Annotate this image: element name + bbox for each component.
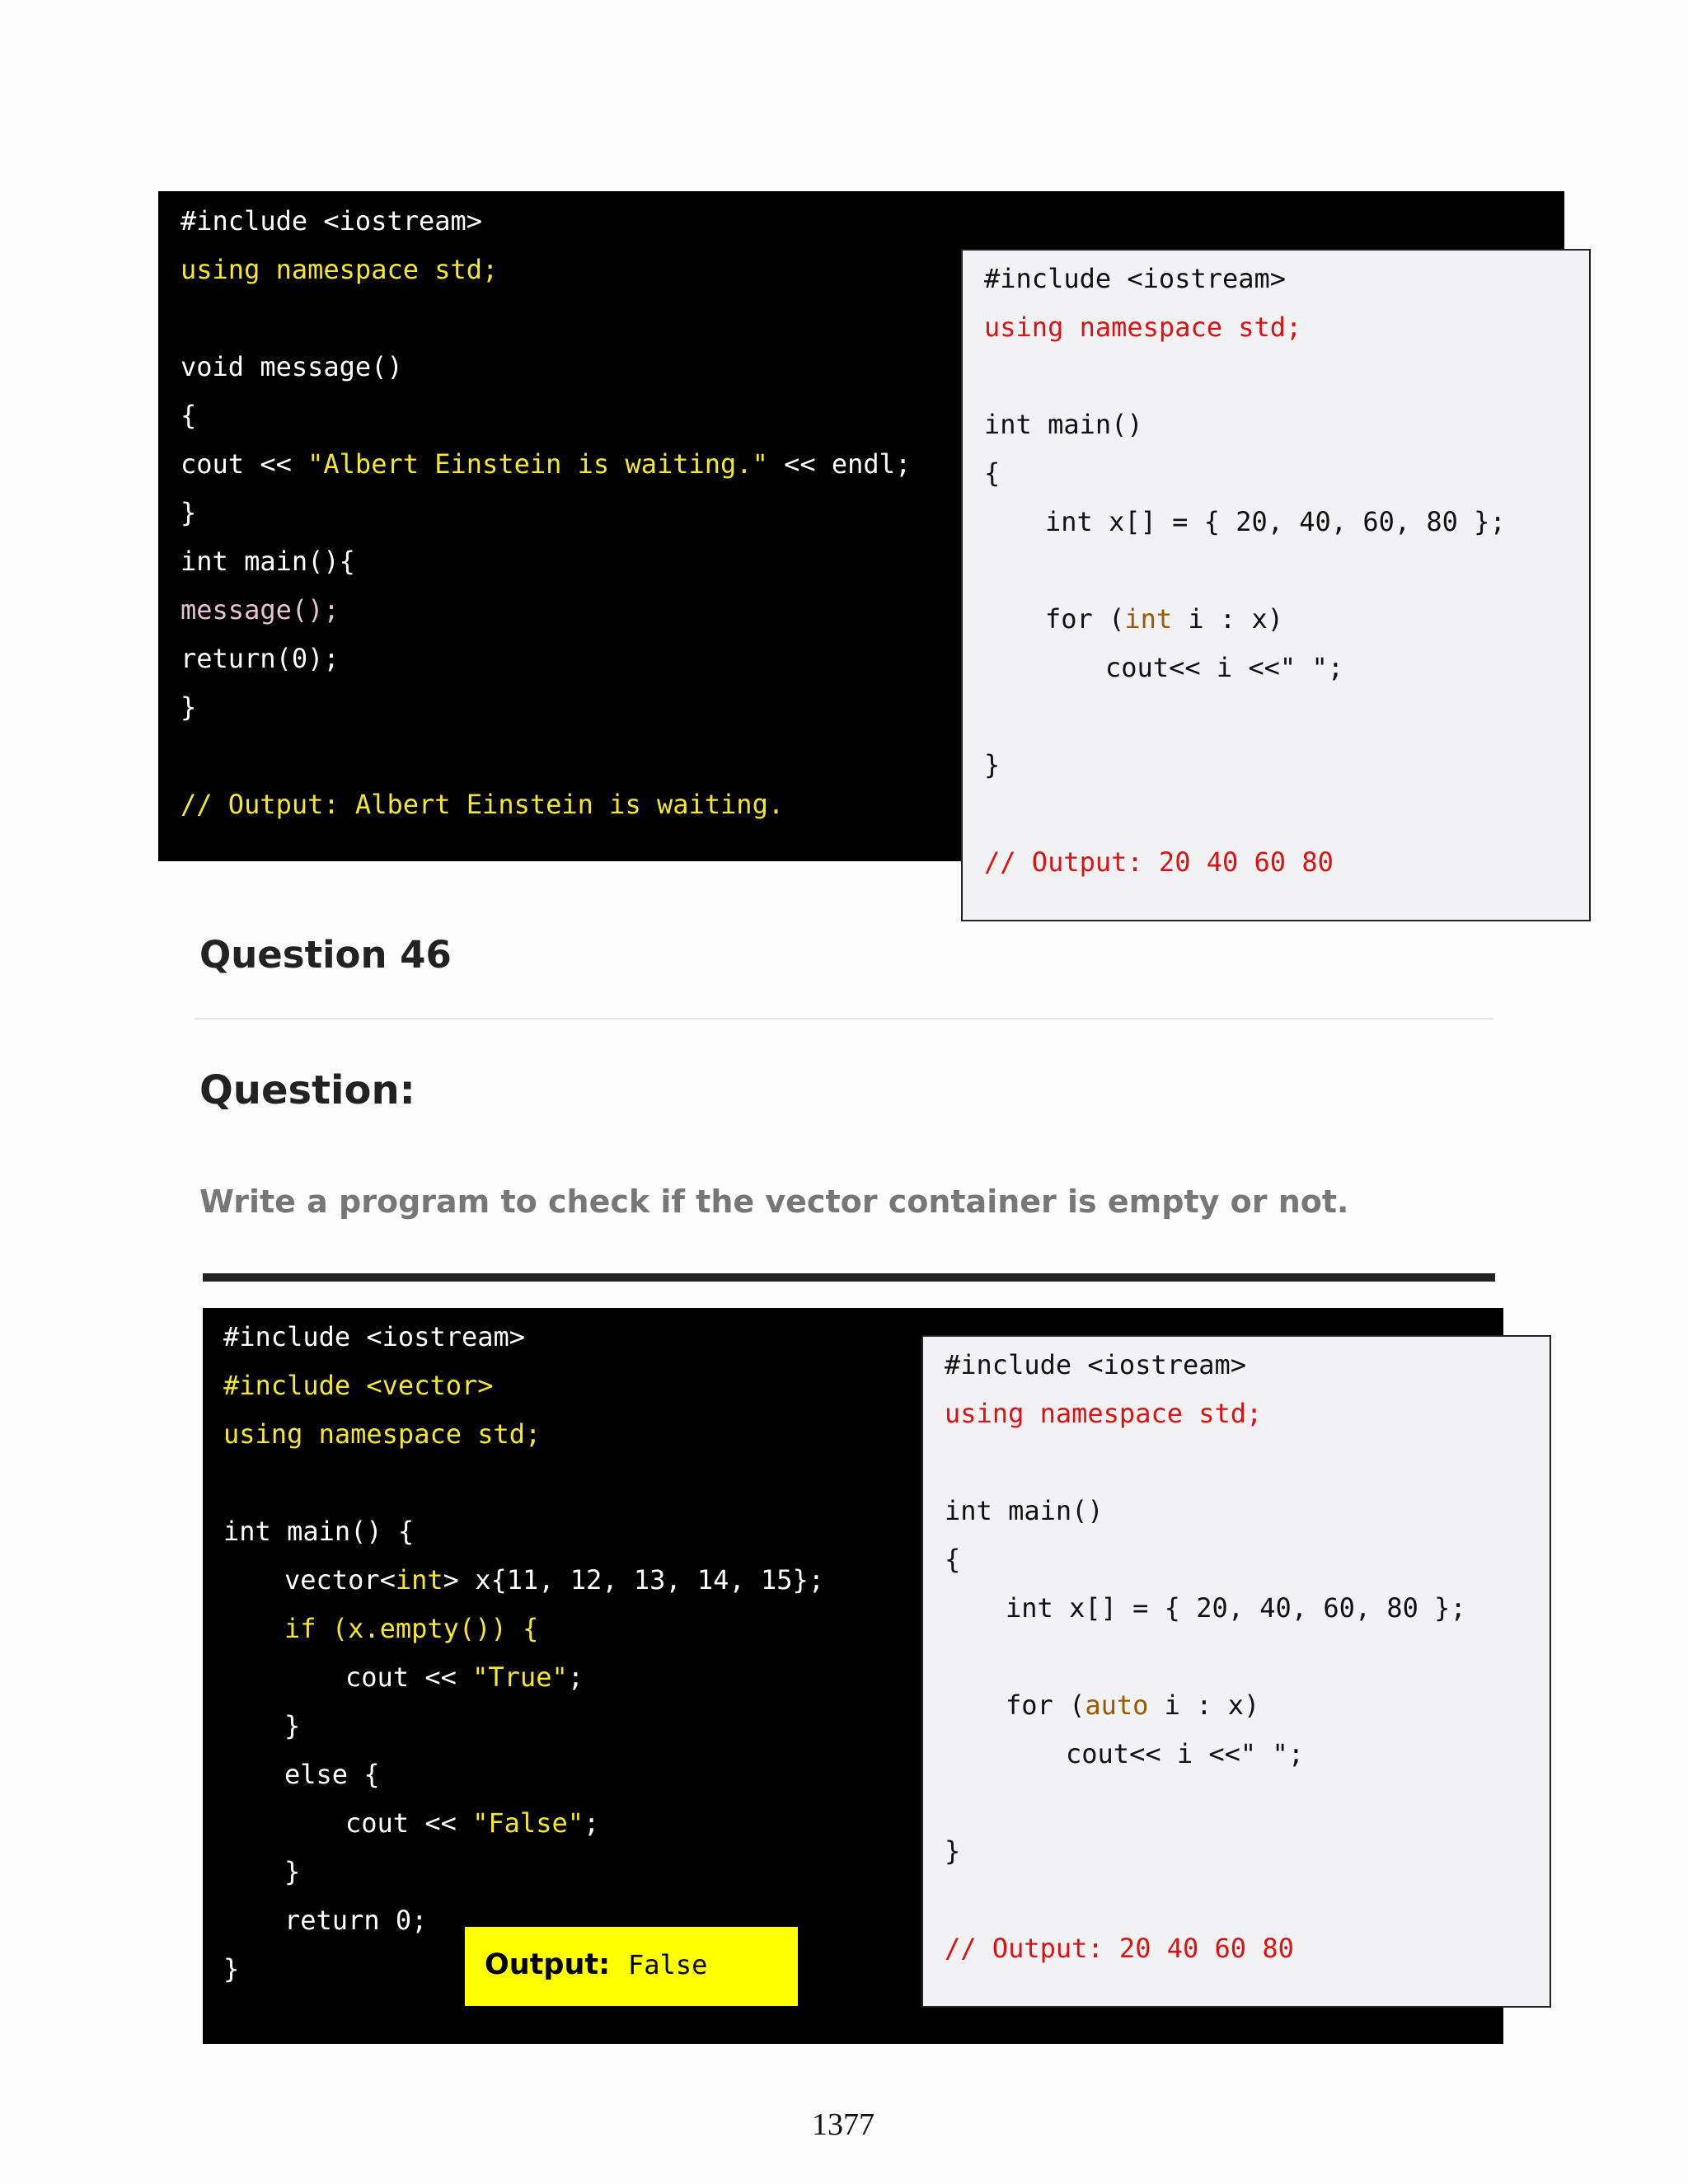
code-token: > x{11, 12, 13, 14, 15};: [443, 1564, 825, 1596]
code-token: ;: [583, 1807, 600, 1839]
divider-thick: [203, 1273, 1495, 1282]
code-line: [345, 1807, 599, 1840]
code-line: int main(): [945, 1495, 1104, 1526]
code-string: "Albert Einstein is waiting.": [307, 448, 768, 480]
output-comment: // Output: 20 40 60 80: [984, 846, 1334, 878]
code-line: #include <iostream>: [223, 1321, 526, 1352]
code-line: using namespace std;: [984, 312, 1302, 343]
code-token: i : x): [1148, 1690, 1260, 1721]
code-line: [1006, 1689, 1259, 1722]
page-number: 1377: [812, 2107, 874, 2142]
code-line: [181, 448, 911, 480]
output-comment: // Output: 20 40 60 80: [945, 1933, 1294, 1964]
code-line: }: [223, 1953, 240, 1985]
question-label: Question:: [199, 1067, 415, 1113]
code-line: using namespace std;: [181, 254, 499, 285]
code-line: }: [284, 1710, 301, 1741]
code-token: cout <<: [345, 1807, 473, 1839]
top-code-block-light: [961, 249, 1591, 921]
code-line: #include <iostream>: [181, 205, 483, 237]
code-type: auto: [1085, 1690, 1149, 1721]
code-line: return 0;: [284, 1905, 428, 1936]
code-token: cout <<: [345, 1661, 473, 1693]
code-line: }: [284, 1856, 301, 1887]
code-token: for (: [1045, 603, 1125, 635]
code-line: cout<< i <<" ";: [1066, 1738, 1304, 1769]
code-line: void message(): [181, 351, 403, 382]
question-text: Write a program to check if the vector container is empty or not.: [199, 1183, 1349, 1220]
code-token: ;: [567, 1661, 584, 1693]
code-line: }: [984, 749, 1001, 780]
code-line: else {: [284, 1759, 380, 1790]
code-string: "False": [472, 1807, 584, 1839]
code-line: {: [181, 400, 197, 431]
output-box: [465, 1927, 798, 2006]
output-comment: // Output: Albert Einstein is waiting.: [181, 789, 785, 820]
bottom-code-block-light: [921, 1335, 1551, 2008]
code-type: int: [1124, 603, 1173, 635]
code-type: int: [395, 1564, 443, 1596]
code-line: }: [945, 1835, 961, 1867]
code-line: #include <iostream>: [945, 1349, 1247, 1380]
code-line: int main() {: [223, 1516, 415, 1547]
code-token: vector<: [284, 1564, 396, 1596]
code-token: << endl;: [767, 448, 912, 480]
code-line: [345, 1661, 584, 1694]
question-number-heading: Question 46: [199, 933, 452, 977]
code-line: cout<< i <<" ";: [1105, 652, 1343, 683]
code-line: #include <vector>: [223, 1370, 494, 1401]
code-line: message();: [181, 594, 340, 626]
divider: [195, 1018, 1493, 1019]
code-line: int main(){: [181, 546, 355, 577]
output-label: Output:: [485, 1948, 611, 1981]
code-line: int x[] = { 20, 40, 60, 80 };: [1045, 506, 1506, 537]
code-token: i : x): [1172, 603, 1283, 635]
code-line: [1045, 602, 1283, 635]
code-string: "True": [472, 1661, 568, 1693]
code-line: #include <iostream>: [984, 263, 1287, 294]
code-line: using namespace std;: [223, 1418, 542, 1450]
code-line: int x[] = { 20, 40, 60, 80 };: [1006, 1592, 1466, 1624]
code-line: }: [181, 497, 197, 528]
output-value: False: [628, 1949, 708, 1980]
code-line: }: [181, 691, 197, 723]
code-line: using namespace std;: [945, 1398, 1263, 1429]
code-token: for (: [1006, 1690, 1085, 1721]
code-token: cout <<: [181, 448, 308, 480]
code-line: {: [945, 1544, 961, 1575]
code-line: [284, 1563, 824, 1596]
code-line: if (x.empty()) {: [284, 1613, 539, 1644]
code-line: {: [984, 457, 1001, 489]
code-line: int main(): [984, 409, 1143, 440]
code-line: return(0);: [181, 643, 340, 674]
